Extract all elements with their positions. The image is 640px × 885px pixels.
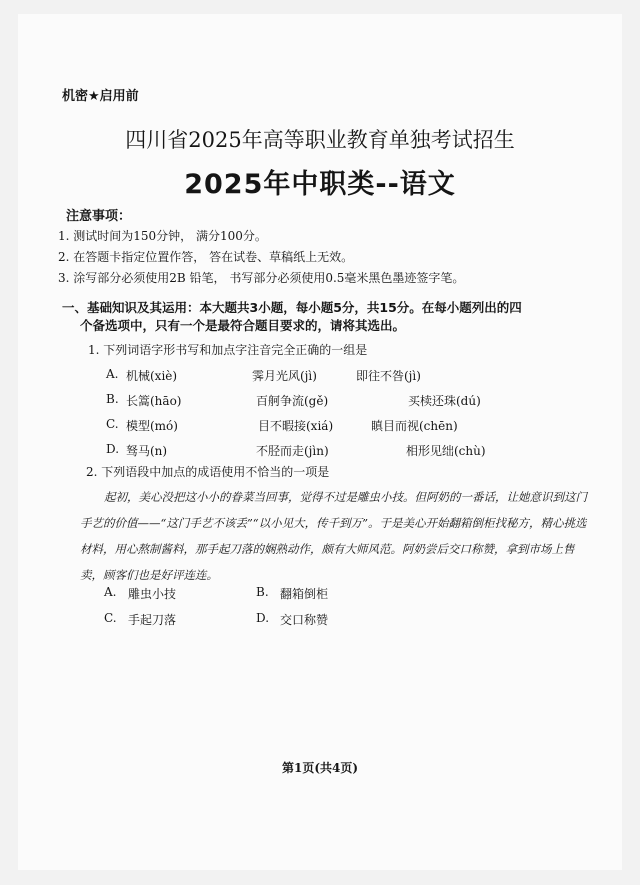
q2-option-letter: B. — [256, 585, 269, 599]
q2-option-text: 翻箱倒柜 — [280, 587, 329, 601]
notice-item: 1. 测试时间为150分钟， 满分100分。 — [58, 229, 267, 243]
question-2-stem: 2. 下列语段中加点的成语使用不恰当的一项是 — [86, 465, 330, 479]
confidential-label: 机密★启用前 — [62, 89, 139, 104]
q1-option-letter: C. — [106, 417, 119, 431]
q2-option-letter: A. — [104, 585, 117, 599]
q1-option-c: 买椟还珠(dú) — [408, 394, 481, 408]
question-1-stem: 1. 下列词语字形书写和加点字注音完全正确的一组是 — [88, 343, 368, 357]
exam-page — [18, 14, 622, 870]
notice-item: 3. 涂写部分必须使用2B 铅笔， 书写部分必须使用0.5毫米黑色墨迹签字笔。 — [58, 271, 465, 285]
section-heading-cont: 个备选项中，只有一个是最符合题目要求的，请将其选出。 — [80, 318, 406, 333]
q1-option-c: 相形见绌(chù) — [406, 444, 486, 458]
q1-option-a: 长篙(hāo) — [126, 394, 182, 408]
q1-option-c: 瞋目而视(chēn) — [371, 419, 458, 433]
q1-option-c: 即往不咎(jì) — [356, 369, 421, 383]
q1-option-letter: B. — [106, 392, 119, 406]
subject-title: 2025年中职类--语文 — [184, 169, 456, 200]
q2-option-letter: C. — [104, 611, 117, 625]
q2-option-text: 交口称赞 — [280, 613, 329, 627]
question-2-passage: 起初，美心没把这小小的眷菜当回事，觉得不过是雕虫小技。但阿奶的一番话，让她意识到这门手艺的价值——“这门手艺不该丢”“以小见大，传千到万”。于是美心开始翻箱倒柜找秘方，精心挑选材料，用心熬制酱料，那手起刀落的娴熟动作，颇有大师风范。阿奶尝后交口称赞，拿到市场上售卖，顾客们也是好评连连。 — [80, 490, 587, 582]
q1-option-b: 霁月光风(jì) — [252, 369, 317, 383]
q1-option-letter: D. — [106, 442, 120, 456]
exam-title: 四川省2025年高等职业教育单独考试招生 — [125, 128, 515, 152]
q1-option-b: 百舸争流(gě) — [256, 394, 329, 408]
q1-option-letter: A. — [106, 367, 119, 381]
q2-option-text: 雕虫小技 — [128, 587, 177, 601]
q1-option-a: 驽马(n) — [126, 444, 168, 458]
section-heading: 一、基础知识及其运用：本大题共3小题，每小题5分，共15分。在每小题列出的四 — [62, 300, 522, 315]
q2-option-text: 手起刀落 — [128, 613, 177, 627]
q2-option-letter: D. — [256, 611, 270, 625]
q1-option-b: 不胫而走(jìn) — [256, 444, 329, 458]
notice-heading: 注意事项： — [66, 209, 132, 224]
page-number: 第1页(共4页) — [281, 761, 359, 775]
notice-item: 2. 在答题卡指定位置作答， 答在试卷、草稿纸上无效。 — [58, 250, 354, 264]
q1-option-a: 模型(mó) — [126, 419, 178, 433]
q1-option-b: 目不暇接(xiá) — [258, 419, 334, 433]
q1-option-a: 机械(xiè) — [126, 369, 178, 383]
